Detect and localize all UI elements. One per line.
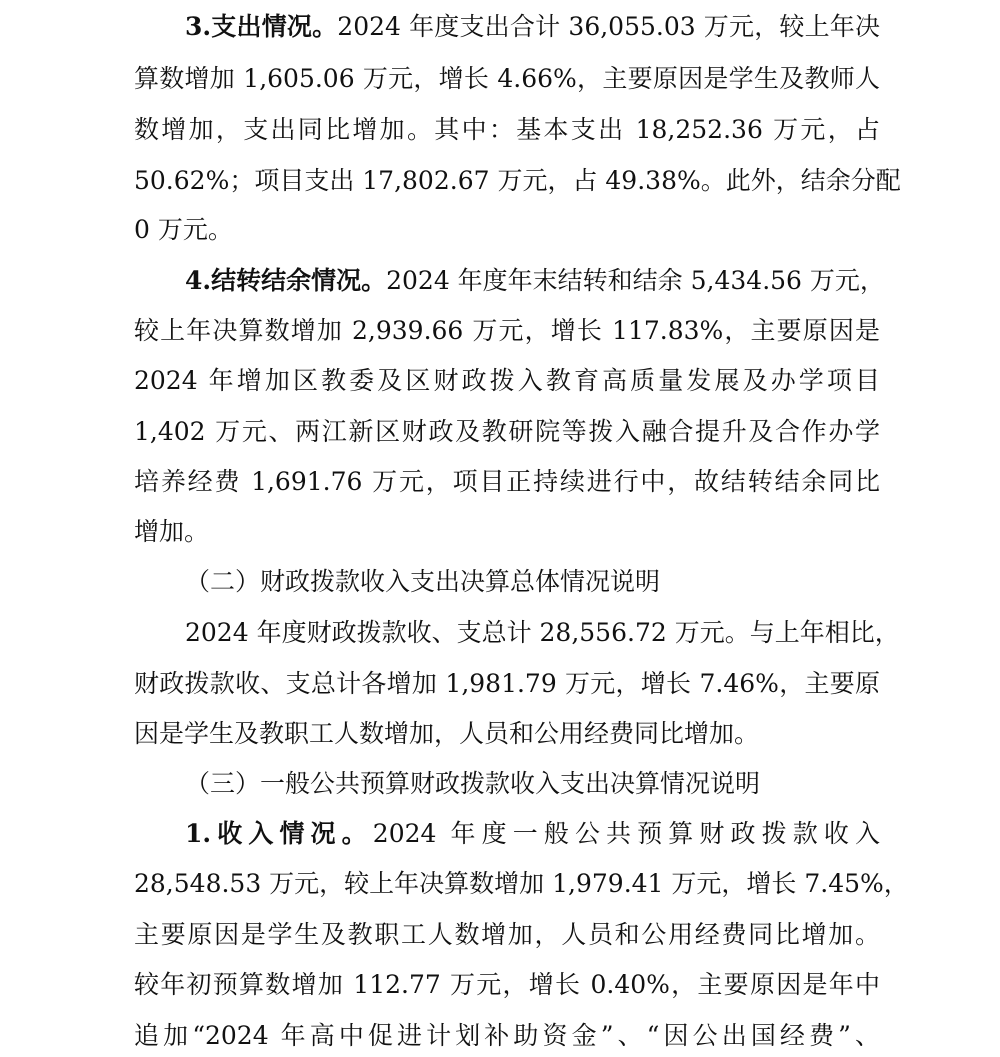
line-text: 增加。 [134, 517, 210, 546]
line-text: 数增加，支出同比增加。其中：基本支出 18,252.36 万元，占 [134, 115, 880, 144]
line-text: 2024 年增加区教委及区财政拨入教育高质量发展及办学项目 [134, 366, 880, 395]
paragraph-line [185, 10, 880, 44]
line-text: 1,402 万元、两江新区财政及教研院等拨入融合提升及合作办学 [134, 417, 880, 446]
paragraph-line [134, 213, 880, 247]
paragraph-line [134, 113, 880, 147]
line-text: 较年初预算数增加 112.77 万元，增长 0.40%，主要原因是年中 [134, 970, 880, 999]
paragraph-line [134, 1019, 880, 1053]
line-text: 培养经费 1,691.76 万元，项目正持续进行中，故结转结余同比 [134, 467, 880, 496]
paragraph-line [185, 817, 880, 851]
paragraph-line [134, 968, 880, 1002]
paragraph-line [134, 164, 901, 198]
line-text: 28,548.53 万元，较上年决算数增加 1,979.41 万元，增长 7.45%， [134, 869, 909, 898]
paragraph-line [134, 918, 880, 952]
heading-text: （二）财政拨款收入支出决算总体情况说明 [185, 567, 661, 596]
paragraph-line [134, 465, 880, 499]
paragraph-line [134, 415, 880, 449]
paragraph-line [134, 667, 880, 701]
line-text: 算数增加 1,605.06 万元，增长 4.66%，主要原因是学生及教师人 [134, 64, 880, 93]
line-text: 2024 年度财政拨款收、支总计 28,556.72 万元。与上年相比， [185, 618, 900, 647]
section-heading [185, 565, 785, 599]
line-text: 财政拨款收、支总计各增加 1,981.79 万元，增长 7.46%，主要原 [134, 669, 880, 698]
section-heading [185, 767, 785, 801]
paragraph-line [134, 62, 880, 96]
paragraph-line [134, 717, 880, 751]
paragraph-line [185, 264, 885, 298]
line-text: 较上年决算数增加 2,939.66 万元，增长 117.83%，主要原因是 [134, 316, 880, 345]
line-text: 2024 年度一般公共预算财政拨款收入 [372, 819, 880, 848]
line-text: 因是学生及教职工人数增加，人员和公用经费同比增加。 [134, 719, 760, 748]
line-text: 2024 年度支出合计 36,055.03 万元，较上年决 [337, 12, 880, 41]
paragraph-line [134, 867, 909, 901]
line-text: 主要原因是学生及教职工人数增加，人员和公用经费同比增加。 [134, 920, 880, 949]
section-lead: 4.结转结余情况。 [185, 266, 387, 295]
paragraph-line [134, 364, 880, 398]
heading-text: （三）一般公共预算财政拨款收入支出决算情况说明 [185, 769, 761, 798]
line-text: 0 万元。 [134, 215, 233, 244]
line-text: 追加“2024 年高中促进计划补助资金”、“因公出国经费”、 [134, 1021, 880, 1050]
section-lead: 1.收入情况。 [185, 819, 373, 848]
line-text: 50.62%；项目支出 17,802.67 万元，占 49.38%。此外，结余分配 [134, 166, 901, 195]
paragraph-line [134, 314, 880, 348]
line-text: 2024 年度年末结转和结余 5,434.56 万元， [386, 266, 885, 295]
paragraph-line [185, 616, 900, 650]
paragraph-line [134, 515, 880, 549]
section-lead: 3.支出情况。 [185, 12, 338, 41]
